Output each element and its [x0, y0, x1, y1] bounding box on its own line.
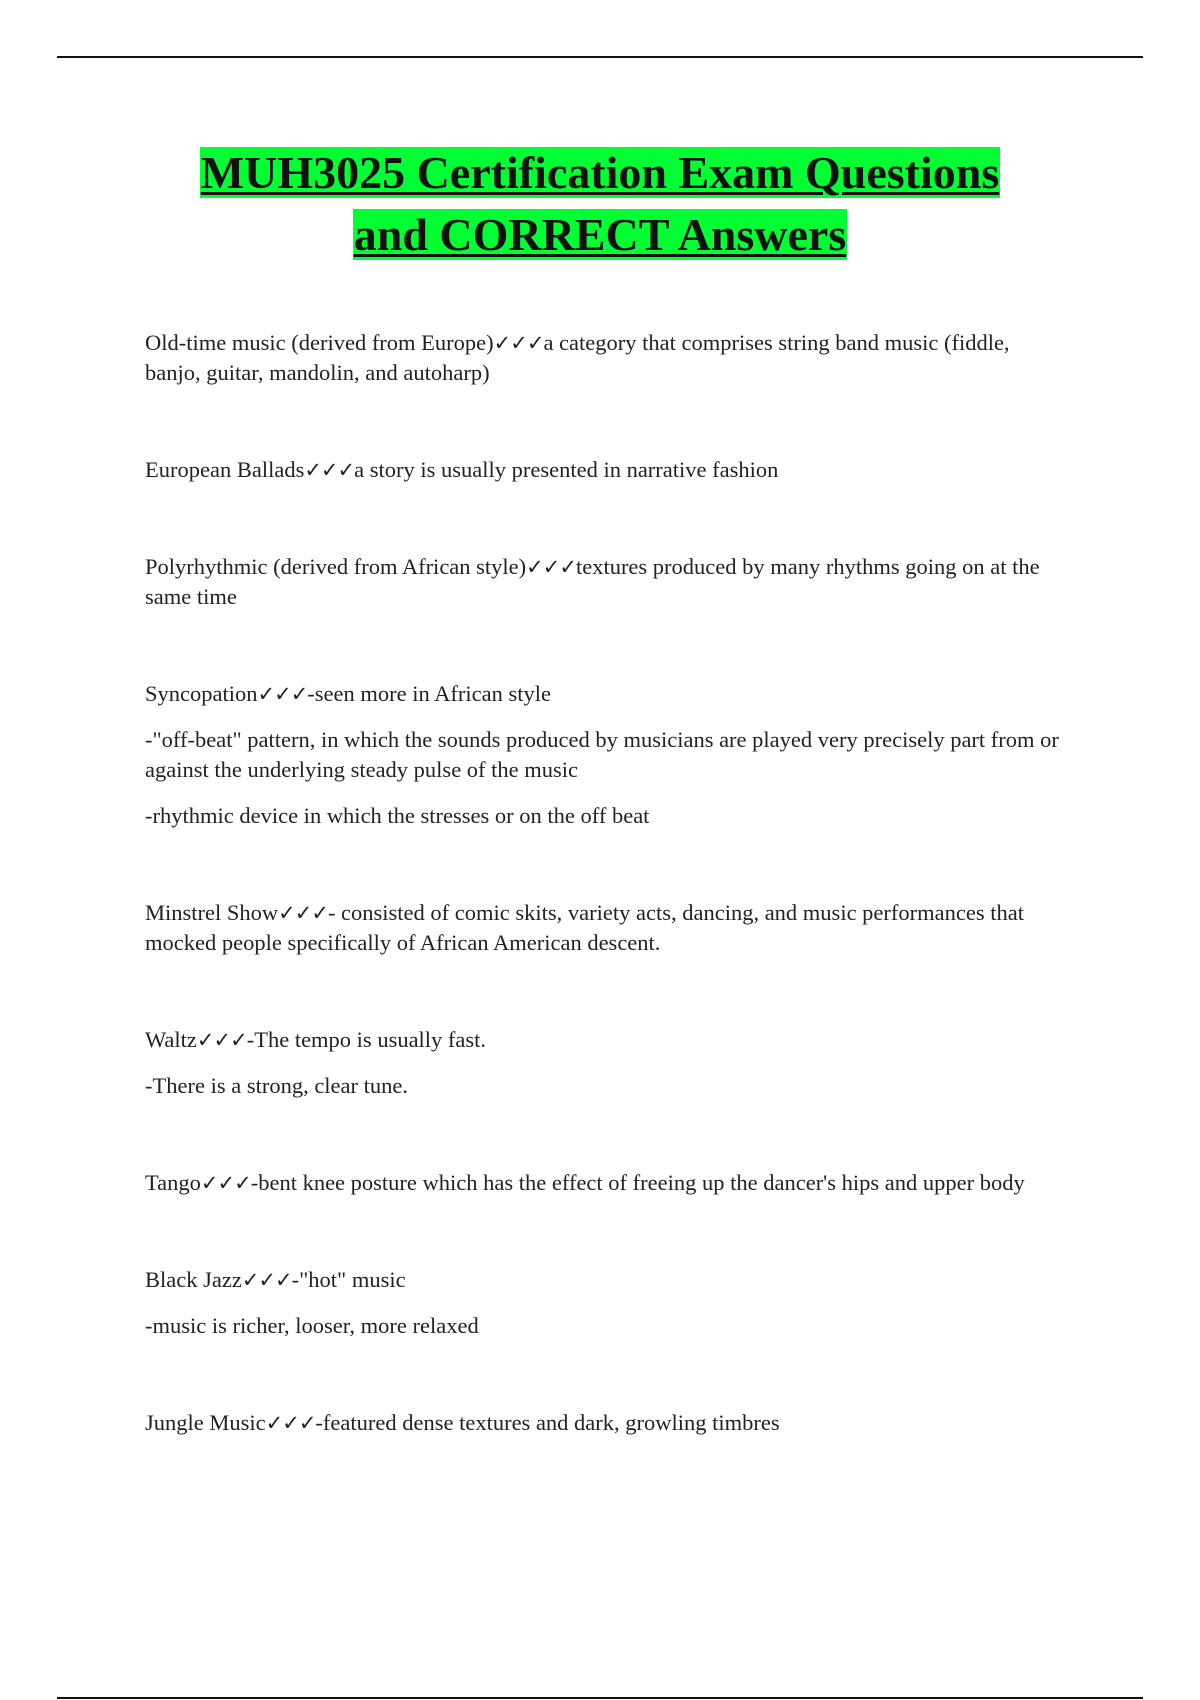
qa-line	[145, 1168, 1060, 1198]
check-mark-icon: ✓✓✓	[493, 331, 544, 355]
qa-answer-line: -music is richer, looser, more relaxed	[145, 1313, 479, 1338]
qa-term: Syncopation	[145, 681, 258, 706]
qa-term: Tango	[145, 1170, 201, 1195]
qa-term: Black Jazz	[145, 1267, 242, 1292]
qa-line	[145, 1408, 1060, 1438]
qa-term: European Ballads	[145, 457, 305, 482]
qa-answer: -seen more in African style	[307, 681, 551, 706]
qa-line	[145, 552, 1060, 612]
qa-line	[145, 455, 1060, 485]
qa-answer: a category that comprises string band music (fiddle, banjo, guitar, mandolin, and autoharp)	[145, 330, 1010, 385]
check-mark-icon: ✓✓✓	[241, 1268, 292, 1292]
qa-answer: -bent knee posture which has the effect of freeing up the dancer's hips and upper body	[250, 1170, 1025, 1195]
document-title	[0, 142, 1200, 266]
qa-line	[145, 328, 1060, 388]
bottom-rule	[57, 1697, 1143, 1699]
qa-entry	[145, 1168, 1060, 1198]
qa-answer-line: -rhythmic device in which the stresses or on the off beat	[145, 803, 650, 828]
top-rule	[57, 56, 1143, 58]
qa-list	[145, 328, 1060, 1505]
qa-entry	[145, 898, 1060, 958]
check-mark-icon: ✓✓✓	[304, 458, 355, 482]
check-mark-icon: ✓✓✓	[265, 1411, 316, 1435]
qa-answer: textures produced by many rhythms going on at the same time	[145, 554, 1040, 609]
qa-term: Waltz	[145, 1027, 197, 1052]
qa-answer: -"hot" music	[291, 1267, 406, 1292]
qa-answer: -featured dense textures and dark, growling timbres	[315, 1410, 780, 1435]
qa-entry	[145, 1265, 1060, 1341]
qa-answer-line: -There is a strong, clear tune.	[145, 1073, 409, 1098]
check-mark-icon: ✓✓✓	[526, 555, 576, 579]
qa-entry	[145, 552, 1060, 612]
qa-answer: -The tempo is usually fast.	[246, 1027, 487, 1052]
qa-term: Jungle Music	[145, 1410, 266, 1435]
qa-line	[145, 1265, 1060, 1295]
check-mark-icon: ✓✓✓	[196, 1028, 247, 1052]
qa-entry	[145, 328, 1060, 388]
qa-entry	[145, 455, 1060, 485]
qa-entry	[145, 679, 1060, 831]
qa-term: Old-time music (derived from Europe)	[145, 330, 494, 355]
check-mark-icon: ✓✓✓	[200, 1171, 251, 1195]
qa-answer-line: -"off-beat" pattern, in which the sounds produced by musicians are played very precisely part from or against the underlying steady pulse of the music	[145, 727, 1059, 782]
title-line-1: MUH3025 Certification Exam Questions	[200, 147, 1000, 198]
qa-answer: - consisted of comic skits, variety acts, dancing, and music performances that mocked people specifically of African American descent.	[145, 900, 1024, 955]
qa-entry	[145, 1025, 1060, 1101]
check-mark-icon: ✓✓✓	[257, 682, 308, 706]
qa-line	[145, 898, 1060, 958]
qa-term: Minstrel Show	[145, 900, 279, 925]
qa-entry	[145, 1408, 1060, 1438]
title-line-2: and CORRECT Answers	[353, 209, 847, 260]
qa-line	[145, 679, 1060, 709]
qa-line	[145, 1025, 1060, 1055]
check-mark-icon: ✓✓✓	[278, 901, 328, 925]
qa-term: Polyrhythmic (derived from African style)	[145, 554, 527, 579]
qa-answer: a story is usually presented in narrative fashion	[354, 457, 779, 482]
